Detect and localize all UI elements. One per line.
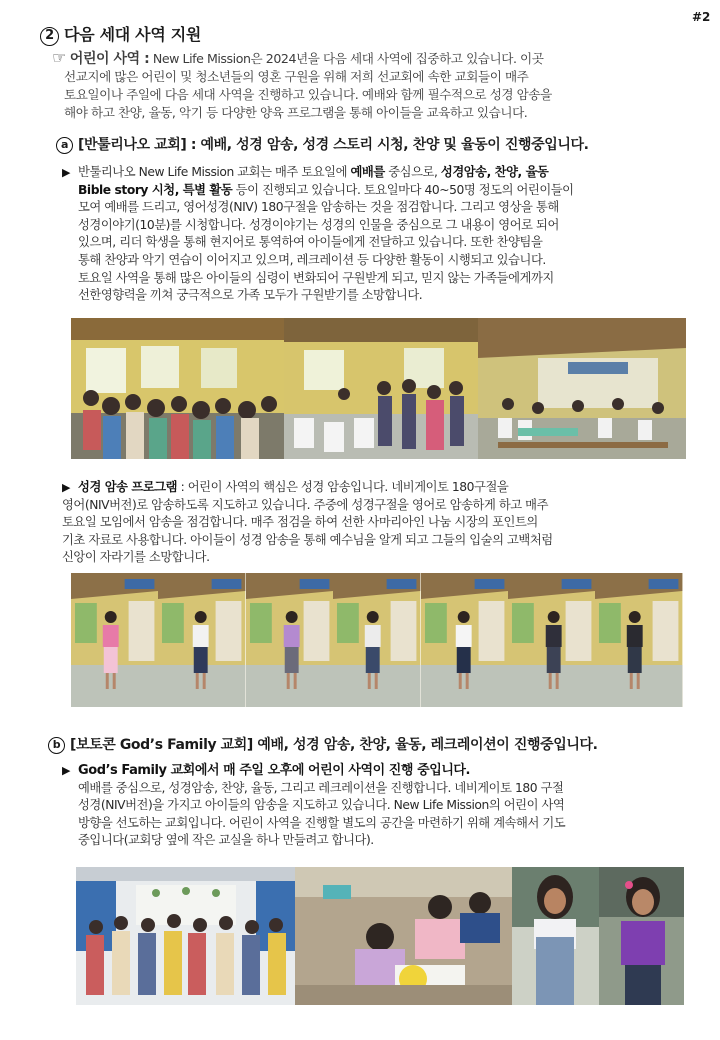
bantulinao-paragraph (62, 164, 718, 305)
paragraph-line: 예배를 중심으로, 성경암송, 찬양, 율동, 그리고 레크레이션을 진행합니다. 네비게이토 180 구절 (78, 780, 564, 795)
paragraph-line: 모여 예배를 드리고, 영어성경(NIV) 180구절을 암송하는 것을 점검합니다. 그리고 영상을 통해 (78, 200, 559, 215)
gods-family-paragraph (62, 762, 718, 850)
subsection-b-heading (48, 734, 598, 754)
paragraph-line: 기초 자료로 사용합니다. 아이들이 성경 암송을 통해 예수님을 알게 되고 그들의 입술의 고백처럼 (62, 532, 553, 547)
bullet-triangle-icon: ▶ (62, 481, 71, 494)
pointing-hand-icon: ☞ (52, 48, 66, 67)
photo-child-reciting (333, 573, 420, 707)
photo-girl-overalls (512, 867, 599, 1005)
bullet-triangle-icon: ▶ (62, 166, 71, 179)
section-heading (40, 22, 201, 46)
text-run: 반툴리나오 New Life Mission 교회는 매주 토요일에 (78, 165, 351, 179)
memory-program-lead: 성경 암송 프로그램 (78, 480, 178, 494)
photo-church-gathering (478, 318, 686, 459)
photo-child-reciting (71, 573, 158, 707)
photo-children-studying (295, 867, 512, 1005)
text-run: 중심으로, (384, 165, 441, 179)
photo-children-standing (284, 318, 478, 459)
photo-child-reciting (595, 573, 682, 707)
photo-gods-family-group (76, 867, 295, 1005)
subsection-marker-a: a (56, 137, 73, 154)
section-number-badge: 2 (40, 27, 59, 46)
bold-run: 성경암송, 찬양, 율동 (440, 165, 549, 179)
bold-run: Bible story 시청, 특별 활동 (78, 182, 233, 197)
intro-block (52, 49, 712, 122)
intro-lead: 어린이 사역 : (69, 51, 150, 67)
subsection-b-title: [보토콘 God’s Family 교회] 예배, 성경 암송, 찬양, 율동, 레크레이션이 진행중입니다. (70, 737, 598, 753)
paragraph-line: 토요일 사역을 통해 많은 아이들의 심령이 변화되어 구원받게 되고, 믿지 않는 가족들에게까지 (78, 270, 554, 285)
paragraph-line: 영어(NIV버전)로 암송하도록 지도하고 있습니다. 주중에 성경구절을 영어로 암송하게 하고 매주 (62, 497, 549, 512)
photo-child-reciting (421, 573, 508, 707)
paragraph-line: 신앙이 자라기를 소망합니다. (62, 550, 210, 565)
paragraph-line: 중입니다(교회당 옆에 작은 교실을 하나 만들려고 합니다). (78, 833, 374, 848)
text-run: 등이 진행되고 있습니다. 토요일마다 40~50명 정도의 어린이들이 (232, 182, 574, 197)
intro-line: 토요일이나 주일에 다음 세대 사역을 진행하고 있습니다. 예배와 함께 필수적으로 성경 암송을 (64, 87, 552, 102)
photo-girl-purple-shirt (599, 867, 684, 1005)
bullet-triangle-icon: ▶ (62, 764, 71, 777)
photo-row-bible-recitation (71, 573, 683, 707)
gods-family-head: God’s Family 교회에서 매 주일 오후에 어린이 사역이 진행 중입니다. (78, 763, 471, 778)
intro-line: 해야 하고 찬양, 율동, 악기 등 다양한 양육 프로그램을 통해 아이들을 교육하고 있습니다. (64, 105, 528, 120)
paragraph-line: 방향을 선도하는 교회입니다. 어린이 사역을 진행할 별도의 공간을 마련하기 위해 계속해서 기도 (78, 815, 566, 830)
paragraph-line: 선한영향력을 끼쳐 궁극적으로 가족 모두가 구원받기를 소망합니다. (78, 288, 423, 303)
paragraph-line: 성경(NIV버전)을 가지고 아이들의 암송을 지도하고 있습니다. New Life Mission의 어린이 사역 (78, 798, 565, 813)
photo-child-reciting (508, 573, 595, 707)
paragraph-line: 토요일 모임에서 암송을 점검합니다. 매주 점검을 하여 선한 사마리아인 나눔 시장의 포인트의 (62, 515, 538, 530)
subsection-a-heading (56, 134, 589, 154)
photo-child-reciting (246, 573, 333, 707)
paragraph-line: 있으며, 리더 학생을 통해 현지어로 통역하여 아이들에게 전달하고 있습니다. 또한 찬양팀을 (78, 235, 543, 250)
memory-program-paragraph (62, 479, 718, 567)
paragraph-line: 성경이야기(10분)를 시청합니다. 성경이야기는 성경의 인물을 중심으로 그 내용이 영어로 되어 (78, 217, 559, 232)
subsection-marker-b: b (48, 737, 65, 754)
section-title: 다음 세대 사역 지원 (64, 25, 202, 44)
text-run: : 어린이 사역의 핵심은 성경 암송입니다. 네비게이토 180구절을 (177, 480, 509, 494)
intro-line: 선교지에 많은 어린이 및 청소년들의 영혼 구원을 위해 저희 선교회에 속한 교회들이 매주 (64, 69, 529, 84)
subsection-a-title: [반툴리나오 교회] : 예배, 성경 암송, 성경 스토리 시청, 찬양 및 율동이 진행중입니다. (78, 137, 589, 153)
bold-run: 예배를 (350, 165, 385, 179)
photo-child-reciting (158, 573, 245, 707)
photo-children-worship (71, 318, 284, 459)
page-number: #2 (692, 10, 711, 24)
intro-line: New Life Mission은 2024년을 다음 세대 사역에 집중하고 있습니다. 이곳 (152, 51, 544, 66)
paragraph-line: 통해 찬양과 악기 연습이 이어지고 있으며, 레크레이션 등 다양한 활동이 시행되고 있습니다. (78, 252, 546, 267)
